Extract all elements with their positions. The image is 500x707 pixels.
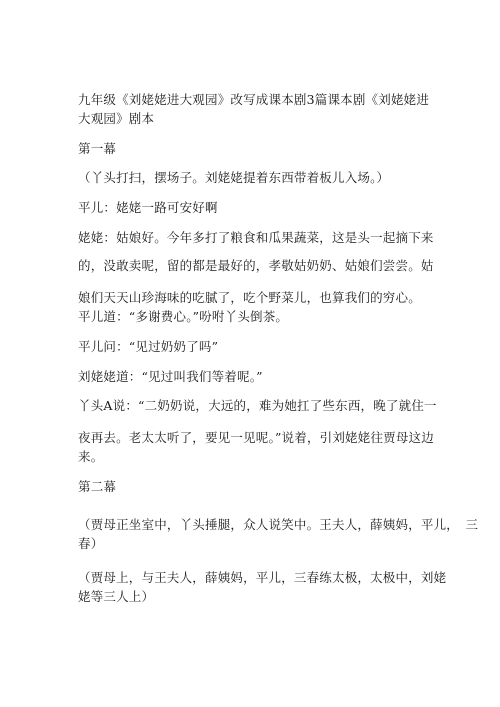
text-line: 春） (78, 536, 104, 551)
section-heading: 第二幕 (78, 479, 117, 494)
text-line: 平儿道：“多谢费心。”吩咐丫头倒茶。 (78, 309, 289, 324)
text-line: 姥姥：姑娘好。今年多打了粮食和瓜果蔬菜，这是头一起摘下来 (78, 230, 434, 245)
text-line: 来。 (78, 449, 104, 464)
text-line: 夜再去。老太太听了，要见一见呢。”说着，引刘姥姥往贾母这边 (78, 430, 434, 445)
text-line: 丫头A说：“二奶奶说，大远的，难为她扛了些东西，晚了就住一 (78, 398, 437, 413)
text-line: 刘姥姥道：“见过叫我们等着呢。” (78, 369, 263, 384)
section-heading: 第一幕 (78, 141, 117, 156)
text-line: 平儿问：“见过奶奶了吗” (78, 339, 219, 354)
text-line: （贾母正坐室中，丫头捶腿，众人说笑中。王夫人，薛姨妈，平儿， 三 (78, 517, 479, 532)
text-line: 平儿：姥姥一路可安好啊 (78, 200, 218, 215)
text-line: 大观园》剧本 (78, 111, 155, 126)
text-line: （丫头打扫，摆场子。刘姥姥提着东西带着板儿入场。） (78, 170, 390, 185)
text-line: 娘们天天山珍海味的吃腻了，吃个野菜儿，也算我们的穷心。 (78, 290, 421, 305)
text-line: 姥等三人上） (78, 589, 155, 604)
text-line: 九年级《刘姥姥进大观园》改写成课本剧3篇课本剧《刘姥姥进 (78, 92, 430, 107)
text-line: 的，没敢卖呢，留的都是最好的，孝敬姑奶奶、姑娘们尝尝。姑 (78, 258, 434, 273)
text-line: （贾母上，与王夫人，薛姨妈，平儿，三春练太极，太极中，刘姥 (78, 570, 447, 585)
